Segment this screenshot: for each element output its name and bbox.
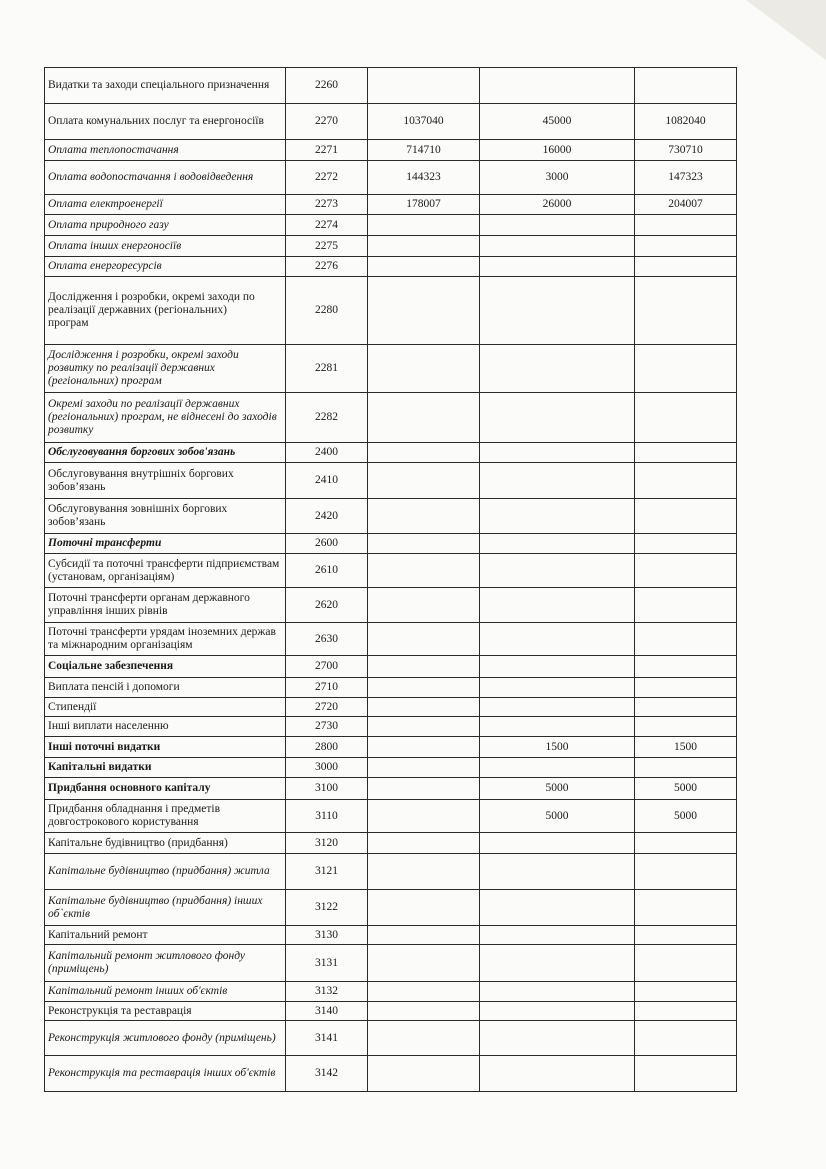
expense-name-cell: Стипендії [45, 698, 286, 717]
amount-cell-1 [368, 215, 480, 236]
amount-cell-2 [480, 345, 635, 393]
amount-cell-2 [480, 588, 635, 623]
table-row [45, 656, 737, 678]
kekv-code-cell: 3110 [286, 800, 368, 833]
kekv-code-cell: 3121 [286, 854, 368, 890]
table-row [45, 717, 737, 737]
table-row [45, 800, 737, 833]
amount-cell-1 [368, 833, 480, 854]
amount-cell-1 [368, 68, 480, 104]
amount-cell-1 [368, 1002, 480, 1021]
amount-cell-1 [368, 588, 480, 623]
amount-cell-2 [480, 554, 635, 588]
expense-name-cell: Оплата енергоресурсів [45, 257, 286, 277]
amount-cell-3 [635, 656, 737, 678]
table-row [45, 104, 737, 140]
amount-cell-3 [635, 926, 737, 945]
amount-cell-2 [480, 236, 635, 257]
amount-cell-1 [368, 277, 480, 345]
amount-cell-1 [368, 499, 480, 534]
kekv-code-cell: 2400 [286, 443, 368, 463]
amount-cell-2 [480, 758, 635, 778]
amount-cell-3 [635, 758, 737, 778]
kekv-code-cell: 3100 [286, 778, 368, 800]
kekv-code-cell: 2271 [286, 140, 368, 161]
amount-cell-3: 1082040 [635, 104, 737, 140]
amount-cell-2 [480, 854, 635, 890]
expense-name-cell: Капітальний ремонт інших об'єктів [45, 982, 286, 1002]
table-row [45, 68, 737, 104]
amount-cell-2 [480, 68, 635, 104]
kekv-code-cell: 2630 [286, 623, 368, 656]
amount-cell-3 [635, 588, 737, 623]
amount-cell-1 [368, 926, 480, 945]
amount-cell-1 [368, 982, 480, 1002]
amount-cell-1 [368, 737, 480, 758]
amount-cell-1: 144323 [368, 161, 480, 195]
amount-cell-2 [480, 277, 635, 345]
amount-cell-1 [368, 554, 480, 588]
amount-cell-2 [480, 393, 635, 443]
kekv-code-cell: 2710 [286, 678, 368, 698]
amount-cell-3: 1500 [635, 737, 737, 758]
kekv-code-cell: 2272 [286, 161, 368, 195]
expense-name-cell: Дослідження і розробки, окремі заходи по реалізації державних (регіональних) програм [45, 277, 286, 345]
table-row [45, 926, 737, 945]
table-row [45, 443, 737, 463]
table-row [45, 588, 737, 623]
table-row [45, 534, 737, 554]
expense-name-cell: Капітальне будівництво (придбання) житла [45, 854, 286, 890]
table-row [45, 833, 737, 854]
table-row [45, 499, 737, 534]
amount-cell-2 [480, 215, 635, 236]
kekv-code-cell: 3120 [286, 833, 368, 854]
expense-name-cell: Оплата інших енергоносіїв [45, 236, 286, 257]
amount-cell-2 [480, 656, 635, 678]
table-row [45, 623, 737, 656]
amount-cell-2: 45000 [480, 104, 635, 140]
amount-cell-3 [635, 1056, 737, 1092]
expense-name-cell: Виплата пенсій і допомоги [45, 678, 286, 698]
amount-cell-2 [480, 499, 635, 534]
amount-cell-1 [368, 534, 480, 554]
expense-name-cell: Інші поточні видатки [45, 737, 286, 758]
table-row [45, 554, 737, 588]
kekv-code-cell: 2280 [286, 277, 368, 345]
amount-cell-2 [480, 833, 635, 854]
expense-name-cell: Поточні трансферти урядам іноземних держав та міжнародним організаціям [45, 623, 286, 656]
expense-name-cell: Субсидії та поточні трансферти підприємствам (установам, організаціям) [45, 554, 286, 588]
kekv-code-cell: 2610 [286, 554, 368, 588]
expense-name-cell: Інші виплати населенню [45, 717, 286, 737]
amount-cell-2 [480, 678, 635, 698]
amount-cell-3 [635, 945, 737, 982]
expense-name-cell: Оплата природного газу [45, 215, 286, 236]
amount-cell-2 [480, 698, 635, 717]
amount-cell-1: 714710 [368, 140, 480, 161]
amount-cell-3 [635, 854, 737, 890]
amount-cell-2 [480, 534, 635, 554]
amount-cell-1 [368, 236, 480, 257]
amount-cell-1 [368, 257, 480, 277]
amount-cell-3 [635, 463, 737, 499]
amount-cell-1 [368, 463, 480, 499]
amount-cell-1 [368, 1021, 480, 1056]
amount-cell-2: 5000 [480, 800, 635, 833]
kekv-code-cell: 2720 [286, 698, 368, 717]
amount-cell-2 [480, 1021, 635, 1056]
kekv-code-cell: 2275 [286, 236, 368, 257]
expense-name-cell: Капітальний ремонт житлового фонду (приміщень) [45, 945, 286, 982]
amount-cell-2: 1500 [480, 737, 635, 758]
amount-cell-1 [368, 945, 480, 982]
amount-cell-3 [635, 698, 737, 717]
amount-cell-2 [480, 443, 635, 463]
amount-cell-3 [635, 257, 737, 277]
budget-table [44, 67, 737, 1092]
kekv-code-cell: 2600 [286, 534, 368, 554]
amount-cell-2 [480, 890, 635, 926]
expense-name-cell: Видатки та заходи спеціального призначення [45, 68, 286, 104]
amount-cell-2: 16000 [480, 140, 635, 161]
kekv-code-cell: 2281 [286, 345, 368, 393]
expense-name-cell: Капітальне будівництво (придбання) інших об`єктів [45, 890, 286, 926]
expense-name-cell: Оплата електроенергії [45, 195, 286, 215]
table-row [45, 345, 737, 393]
table-row [45, 945, 737, 982]
amount-cell-2 [480, 717, 635, 737]
expense-name-cell: Капітальні видатки [45, 758, 286, 778]
amount-cell-3 [635, 833, 737, 854]
amount-cell-1 [368, 717, 480, 737]
amount-cell-1 [368, 1056, 480, 1092]
amount-cell-1 [368, 345, 480, 393]
amount-cell-3 [635, 236, 737, 257]
amount-cell-1 [368, 443, 480, 463]
kekv-code-cell: 2730 [286, 717, 368, 737]
expense-name-cell: Окремі заходи по реалізації державних (регіональних) програм, не віднесені до заходів розвитку [45, 393, 286, 443]
expense-name-cell: Дослідження і розробки, окремі заходи розвитку по реалізації державних (регіональних) програм [45, 345, 286, 393]
amount-cell-3 [635, 215, 737, 236]
table-row [45, 140, 737, 161]
amount-cell-3 [635, 623, 737, 656]
amount-cell-3 [635, 678, 737, 698]
kekv-code-cell: 2282 [286, 393, 368, 443]
amount-cell-3 [635, 393, 737, 443]
expense-name-cell: Обслуговування зовнішніх боргових зобов’язань [45, 499, 286, 534]
table-row [45, 257, 737, 277]
table-row [45, 161, 737, 195]
kekv-code-cell: 3130 [286, 926, 368, 945]
amount-cell-2 [480, 257, 635, 277]
kekv-code-cell: 3141 [286, 1021, 368, 1056]
amount-cell-3 [635, 717, 737, 737]
table-row [45, 393, 737, 443]
table-row [45, 758, 737, 778]
table-row [45, 1021, 737, 1056]
page-corner-fold [746, 0, 826, 60]
amount-cell-3 [635, 345, 737, 393]
amount-cell-3 [635, 277, 737, 345]
amount-cell-1: 1037040 [368, 104, 480, 140]
budget-table-body [45, 68, 737, 1092]
kekv-code-cell: 2700 [286, 656, 368, 678]
amount-cell-2 [480, 945, 635, 982]
amount-cell-1 [368, 698, 480, 717]
amount-cell-1 [368, 656, 480, 678]
expense-name-cell: Оплата комунальних послуг та енергоносіїв [45, 104, 286, 140]
expense-name-cell: Капітальний ремонт [45, 926, 286, 945]
expense-name-cell: Обслуговування боргових зобов'язань [45, 443, 286, 463]
amount-cell-3 [635, 68, 737, 104]
kekv-code-cell: 2276 [286, 257, 368, 277]
amount-cell-1 [368, 623, 480, 656]
amount-cell-3 [635, 890, 737, 926]
amount-cell-3 [635, 534, 737, 554]
expense-name-cell: Поточні трансферти органам державного управління інших рівнів [45, 588, 286, 623]
kekv-code-cell: 2620 [286, 588, 368, 623]
kekv-code-cell: 3132 [286, 982, 368, 1002]
amount-cell-2 [480, 1056, 635, 1092]
amount-cell-1 [368, 778, 480, 800]
amount-cell-1 [368, 678, 480, 698]
amount-cell-1 [368, 758, 480, 778]
kekv-code-cell: 2260 [286, 68, 368, 104]
kekv-code-cell: 3131 [286, 945, 368, 982]
amount-cell-3: 5000 [635, 778, 737, 800]
expense-name-cell: Придбання обладнання і предметів довгострокового користування [45, 800, 286, 833]
amount-cell-3: 147323 [635, 161, 737, 195]
amount-cell-3 [635, 499, 737, 534]
kekv-code-cell: 2270 [286, 104, 368, 140]
kekv-code-cell: 2420 [286, 499, 368, 534]
table-row [45, 678, 737, 698]
table-row [45, 215, 737, 236]
amount-cell-2 [480, 623, 635, 656]
table-row [45, 195, 737, 215]
expense-name-cell: Оплата теплопостачання [45, 140, 286, 161]
amount-cell-2 [480, 982, 635, 1002]
kekv-code-cell: 2274 [286, 215, 368, 236]
table-row [45, 1056, 737, 1092]
table-row [45, 854, 737, 890]
table-row [45, 890, 737, 926]
amount-cell-1 [368, 890, 480, 926]
amount-cell-2: 3000 [480, 161, 635, 195]
table-row [45, 1002, 737, 1021]
kekv-code-cell: 3140 [286, 1002, 368, 1021]
amount-cell-3 [635, 554, 737, 588]
kekv-code-cell: 2800 [286, 737, 368, 758]
expense-name-cell: Обслуговування внутрішніх боргових зобов’язань [45, 463, 286, 499]
kekv-code-cell: 2273 [286, 195, 368, 215]
table-row [45, 236, 737, 257]
table-row [45, 982, 737, 1002]
amount-cell-2 [480, 926, 635, 945]
amount-cell-3 [635, 982, 737, 1002]
kekv-code-cell: 2410 [286, 463, 368, 499]
amount-cell-1 [368, 800, 480, 833]
amount-cell-1 [368, 393, 480, 443]
expense-name-cell: Реконструкція та реставрація [45, 1002, 286, 1021]
table-row [45, 737, 737, 758]
table-row [45, 463, 737, 499]
amount-cell-2 [480, 1002, 635, 1021]
kekv-code-cell: 3122 [286, 890, 368, 926]
expense-name-cell: Поточні трансферти [45, 534, 286, 554]
amount-cell-3: 5000 [635, 800, 737, 833]
table-row [45, 778, 737, 800]
expense-name-cell: Оплата водопостачання і водовідведення [45, 161, 286, 195]
expense-name-cell: Реконструкція житлового фонду (приміщень) [45, 1021, 286, 1056]
kekv-code-cell: 3142 [286, 1056, 368, 1092]
amount-cell-2: 5000 [480, 778, 635, 800]
amount-cell-3 [635, 1002, 737, 1021]
kekv-code-cell: 3000 [286, 758, 368, 778]
expense-name-cell: Реконструкція та реставрація інших об'єктів [45, 1056, 286, 1092]
amount-cell-1: 178007 [368, 195, 480, 215]
amount-cell-3: 204007 [635, 195, 737, 215]
amount-cell-3 [635, 1021, 737, 1056]
amount-cell-2: 26000 [480, 195, 635, 215]
amount-cell-1 [368, 854, 480, 890]
amount-cell-3: 730710 [635, 140, 737, 161]
table-row [45, 277, 737, 345]
expense-name-cell: Придбання основного капіталу [45, 778, 286, 800]
expense-name-cell: Капітальне будівництво (придбання) [45, 833, 286, 854]
expense-name-cell: Соціальне забезпечення [45, 656, 286, 678]
amount-cell-3 [635, 443, 737, 463]
amount-cell-2 [480, 463, 635, 499]
table-row [45, 698, 737, 717]
